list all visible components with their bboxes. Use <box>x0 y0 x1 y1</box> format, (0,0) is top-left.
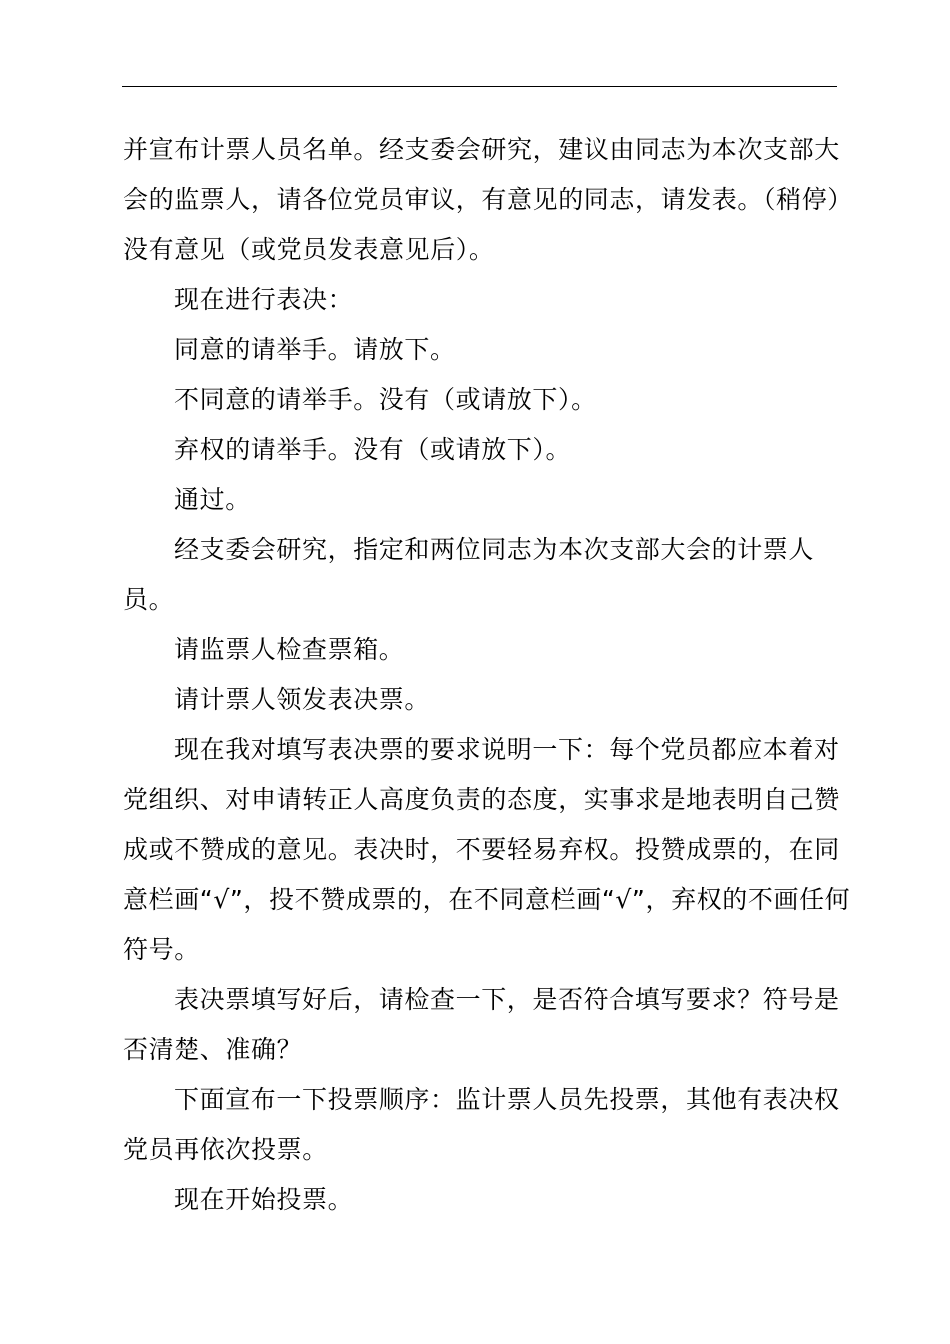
paragraph-disagree: 不同意的请举手。没有（或请放下）。 <box>174 385 597 414</box>
paragraph-start-voting: 现在开始投票。 <box>174 1185 354 1214</box>
paragraph-distribute-ballots: 请计票人领发表决票。 <box>174 685 431 714</box>
paragraph-check-box: 请监票人检查票箱。 <box>174 635 405 664</box>
paragraph-continuation: 并宣布计票人员名单。经支委会研究，建议由同志为本次支部大会的监票人，请各位党员审议，有意见的同志，请发表。（稍停）没有意见（或党员发表意见后）。 <box>123 135 853 264</box>
paragraph-counters: 经支委会研究，指定和两位同志为本次支部大会的计票人员。 <box>123 535 815 614</box>
document-body <box>123 125 863 1225</box>
paragraph-ballot-requirements: 现在我对填写表决票的要求说明一下：每个党员都应本着对党组织、对申请转正人高度负责的态度，实事求是地表明自己赞成或不赞成的意见。表决时，不要轻易弃权。投赞成票的，在同意栏画“√”，投不赞成票的，在不同意栏画“√”，弃权的不画任何符号。 <box>123 735 851 964</box>
header-rule <box>122 86 837 87</box>
paragraph-agree: 同意的请举手。请放下。 <box>174 335 456 364</box>
paragraph-vote-order: 下面宣布一下投票顺序：监计票人员先投票，其他有表决权党员再依次投票。 <box>123 1085 840 1164</box>
paragraph-check-ballot: 表决票填写好后，请检查一下，是否符合填写要求？符号是否清楚、准确？ <box>123 985 840 1064</box>
paragraph-abstain: 弃权的请举手。没有（或请放下）。 <box>174 435 572 464</box>
paragraph-passed: 通过。 <box>174 485 251 514</box>
paragraph-vote-intro: 现在进行表决： <box>174 285 354 314</box>
